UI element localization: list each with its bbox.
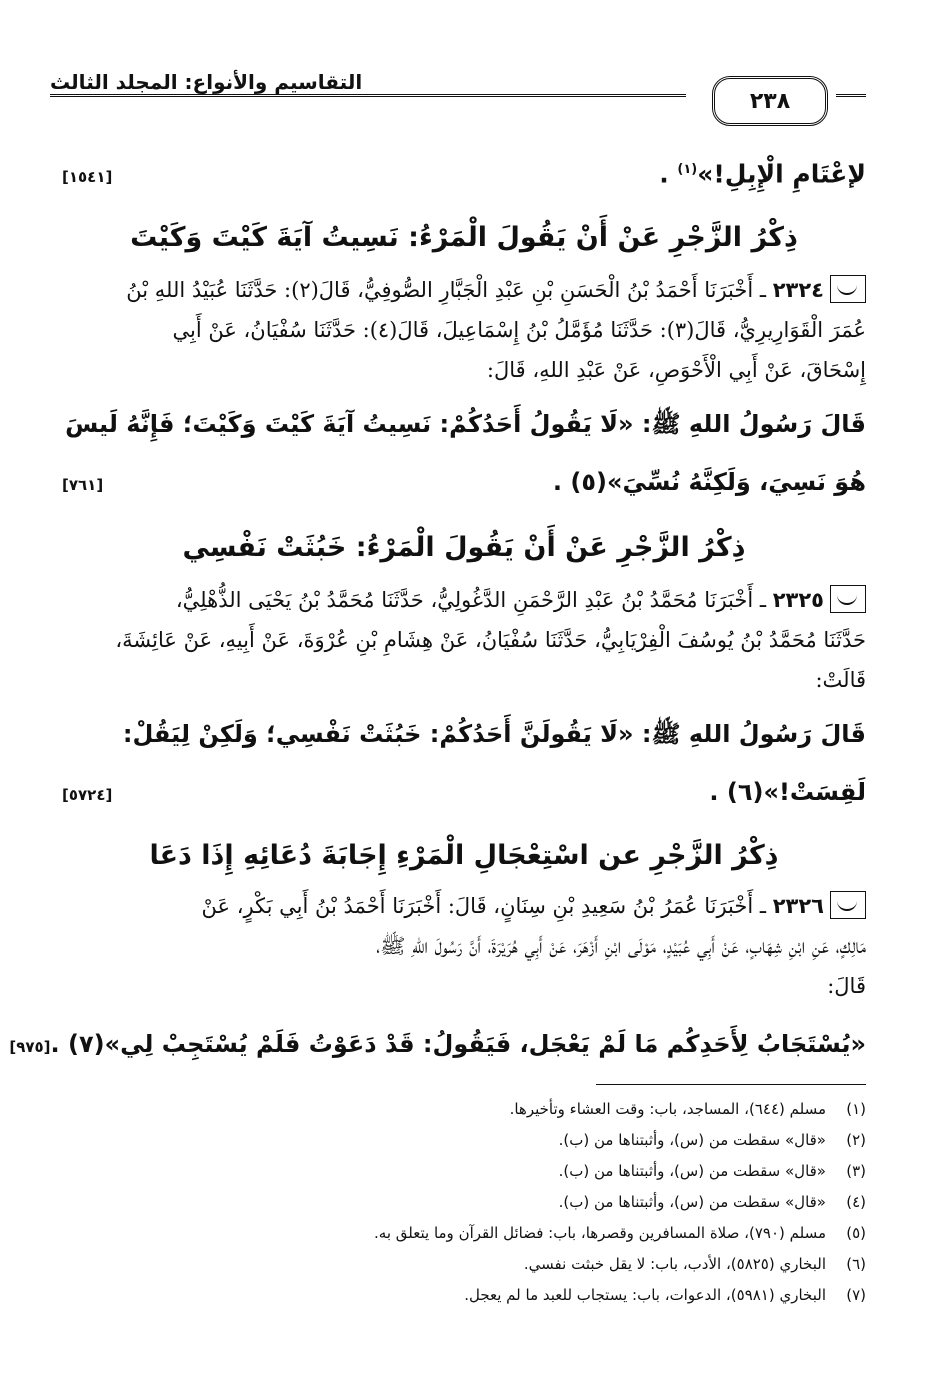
footnote <box>62 1187 866 1218</box>
footnotes <box>62 1094 866 1311</box>
footnote <box>62 1249 866 1280</box>
footnote-text: البخاري (٥٨٢٥)، الأدب، باب: لا يقل خبثت نفسي. <box>523 1255 826 1273</box>
hadith-reference: [٧٦١] <box>62 476 104 494</box>
matn-line: قَالَ رَسُولُ اللهِ ﷺ: «لَا يَقُولَنَّ أَحَدُكُمْ: خَبُثَتْ نَفْسِي؛ وَلَكِنْ لِيَقُلْ: <box>122 720 866 748</box>
hadith-number: ٢٣٢٤ <box>772 278 824 302</box>
hadith-matn <box>62 404 866 505</box>
footnote-number: (١) <box>846 1100 866 1118</box>
hadith-marker-icon <box>830 891 866 919</box>
hadith-matn <box>9 1024 866 1067</box>
isnad-line: أَخْبَرَنَا مُحَمَّدُ بْنُ عَبْدِ الرَّحْمَنِ الدَّغُولِيُّ، حَدَّثَنَا مُحَمَّدُ بْنُ يَحْيَى الذُّهْلِيُّ، <box>175 588 754 612</box>
footnote <box>62 1156 866 1187</box>
footnote-text: «قال» سقطت من (س)، وأثبتناها من (ب). <box>558 1131 826 1149</box>
footnote-text: «قال» سقطت من (س)، وأثبتناها من (ب). <box>558 1162 826 1180</box>
footnote-separator <box>596 1084 866 1085</box>
isnad-line: أَخْبَرَنَا عُمَرُ بْنُ سَعِيدِ بْنِ سِنَانٍ، قَالَ: أَخْبَرَنَا أَحْمَدُ بْنُ أَبِي بَكْرٍ، عَنْ <box>201 894 754 918</box>
matn-line: قَالَ رَسُولُ اللهِ ﷺ: «لَا يَقُولُ أَحَدُكُمْ: نَسِيتُ آيَةَ كَيْتَ وَكَيْتَ؛ فَإِنَّهُ لَيسَ <box>65 410 866 438</box>
hadith-matn <box>62 714 866 815</box>
footnote-number: (٢) <box>846 1131 866 1149</box>
isnad-line: مَالِكٍ، عَنِ ابْنِ شِهَابٍ، عَنْ أَبِي عُبَيْدٍ، مَوْلَى ابْنِ أَزْهَرَ، عَنْ أَبِي هُرَيْرَةَ، أَنَّ رَسُولَ اللهِ ﷺ، <box>376 934 866 958</box>
section-heading: ذِكْرُ الزَّجْرِ عَنْ أَنْ يَقُولَ الْمَرْءُ: نَسِيتُ آيَةَ كَيْتَ وَكَيْتَ <box>130 222 798 253</box>
footnote-number: (٤) <box>846 1193 866 1211</box>
footnote-number: (٥) <box>846 1224 866 1242</box>
footnote-number: (٦) <box>846 1255 866 1273</box>
isnad-line: إِسْحَاقَ، عَنْ أَبِي الْأَحْوَصِ، عَنْ عَبْدِ اللهِ، قَالَ: <box>486 358 866 382</box>
hadith-marker-icon <box>830 275 866 303</box>
footnote <box>62 1125 866 1156</box>
opening-text: لإعْتَامِ الْإِبِلِ!» <box>697 159 866 189</box>
matn-line: هُوَ نَسِيَ، وَلَكِنَّهُ نُسِّيَ»(٥) . <box>552 468 866 496</box>
running-header <box>50 70 866 126</box>
footnote-text: «قال» سقطت من (س)، وأثبتناها من (ب). <box>558 1193 826 1211</box>
hadith-number: ٢٣٢٥ <box>772 588 824 612</box>
isnad-line: قَالَ: <box>827 974 866 998</box>
matn-line: لَقِسَتْ!»(٦) . <box>709 778 866 806</box>
hadith-number: ٢٣٢٦ <box>772 894 824 918</box>
hadith-isnad: ٢٣٢٦ ـ أَخْبَرَنَا عُمَرُ بْنُ سَعِيدِ بْنِ سِنَانٍ، قَالَ: أَخْبَرَنَا أَحْمَدُ بْنُ أَبِي بَكْرٍ، عَنْ مَالِكٍ، عَنِ ابْنِ شِهَابٍ، عَنْ أَبِي عُبَيْدٍ، مَوْلَى ابْنِ أَزْهَرَ، عَنْ أَبِي هُرَيْرَةَ، أَنَّ رَسُولَ اللهِ ﷺ، قَالَ: <box>62 886 866 1006</box>
section-heading: ذِكْرُ الزَّجْرِ عَنْ أَنْ يَقُولَ الْمَرْءُ: خَبُثَتْ نَفْسِي <box>182 532 746 563</box>
isnad-line: أَخْبَرَنَا أَحْمَدُ بْنُ الْحَسَنِ بْنِ عَبْدِ الْجَبَّارِ الصُّوفِيُّ، قَالَ(٢): حَدَّثَنَا عُبَيْدُ اللهِ بْنُ <box>126 278 754 302</box>
hadith-reference: [٥٧٢٤] <box>62 786 113 804</box>
footnote-text: مسلم (٦٤٤)، المساجد، باب: وقت العشاء وتأخيرها. <box>509 1100 826 1118</box>
hadith-reference: [١٥٤١] <box>62 168 113 187</box>
footnote-number: (٣) <box>846 1162 866 1180</box>
footnote <box>62 1094 866 1125</box>
hadith-isnad: ٢٣٢٤ ـ أَخْبَرَنَا أَحْمَدُ بْنُ الْحَسَنِ بْنِ عَبْدِ الْجَبَّارِ الصُّوفِيُّ، قَالَ(٢): حَدَّثَنَا عُبَيْدُ اللهِ بْنُ عُمَرَ الْقَوَارِيرِيُّ، قَالَ(٣): حَدَّثَنَا مُؤَمَّلُ بْنُ إِسْمَاعِيلَ، قَالَ(٤): حَدَّثَنَا سُفْيَانُ، عَنْ أَبِي إِسْحَاقَ، عَنْ أَبِي الْأَحْوَصِ، عَنْ عَبْدِ اللهِ، قَالَ: <box>62 270 866 390</box>
volume-title: التقاسيم والأنواع: المجلد الثالث <box>50 70 372 94</box>
isnad-line: عُمَرَ الْقَوَارِيرِيُّ، قَالَ(٣): حَدَّثَنَا مُؤَمَّلُ بْنُ إِسْمَاعِيلَ، قَالَ(٤): حَدَّثَنَا سُفْيَانُ، عَنْ أَبِي <box>172 318 866 342</box>
page-number: ٢٣٨ <box>712 76 828 126</box>
footnote-number: (٧) <box>846 1286 866 1304</box>
isnad-line: حَدَّثَنَا مُحَمَّدُ بْنُ يُوسُفَ الْفِرْيَابِيُّ، حَدَّثَنَا سُفْيَانُ، عَنْ هِشَامِ بْنِ عُرْوَةَ، عَنْ أَبِيهِ، عَنْ عَائِشَةَ، <box>115 628 866 652</box>
footnote-text: مسلم (٧٩٠)، صلاة المسافرين وقصرها، باب: فضائل القرآن وما يتعلق به. <box>374 1224 826 1242</box>
hadith-marker-icon <box>830 585 866 613</box>
matn-line: «يُسْتَجَابُ لِأَحَدِكُم مَا لَمْ يَعْجَل، فَيَقُولُ: قَدْ دَعَوْتُ فَلَمْ يُسْتَجِبْ لِي»(٧) . <box>50 1030 866 1058</box>
header-rule-right <box>836 94 866 100</box>
header-rule <box>50 94 686 100</box>
section-heading: ذِكْرُ الزَّجْرِ عن اسْتِعْجَالِ الْمَرْءِ إِجَابَةَ دُعَائِهِ إِذَا دَعَا <box>149 840 779 871</box>
hadith-reference: [٩٧٥] <box>9 1038 51 1056</box>
footnote-text: البخاري (٥٩٨١)، الدعوات، باب: يستجاب للعبد ما لم يعجل. <box>464 1286 826 1304</box>
isnad-line: قَالَتْ: <box>815 668 866 692</box>
opening-line: لإعْتَامِ الْإِبِلِ!»$^{(١)}$ . [١٥٤١] <box>62 150 866 197</box>
footnote <box>62 1218 866 1249</box>
footnote <box>62 1280 866 1311</box>
footnote-marker: (١) <box>677 162 698 177</box>
hadith-isnad: ٢٣٢٥ ـ أَخْبَرَنَا مُحَمَّدُ بْنُ عَبْدِ الرَّحْمَنِ الدَّغُولِيُّ، حَدَّثَنَا مُحَمَّدُ بْنُ يَحْيَى الذُّهْلِيُّ، حَدَّثَنَا مُحَمَّدُ بْنُ يُوسُفَ الْفِرْيَابِيُّ، حَدَّثَنَا سُفْيَانُ، عَنْ هِشَامِ بْنِ عُرْوَةَ، عَنْ أَبِيهِ، عَنْ عَائِشَةَ، قَالَتْ: <box>62 580 866 700</box>
